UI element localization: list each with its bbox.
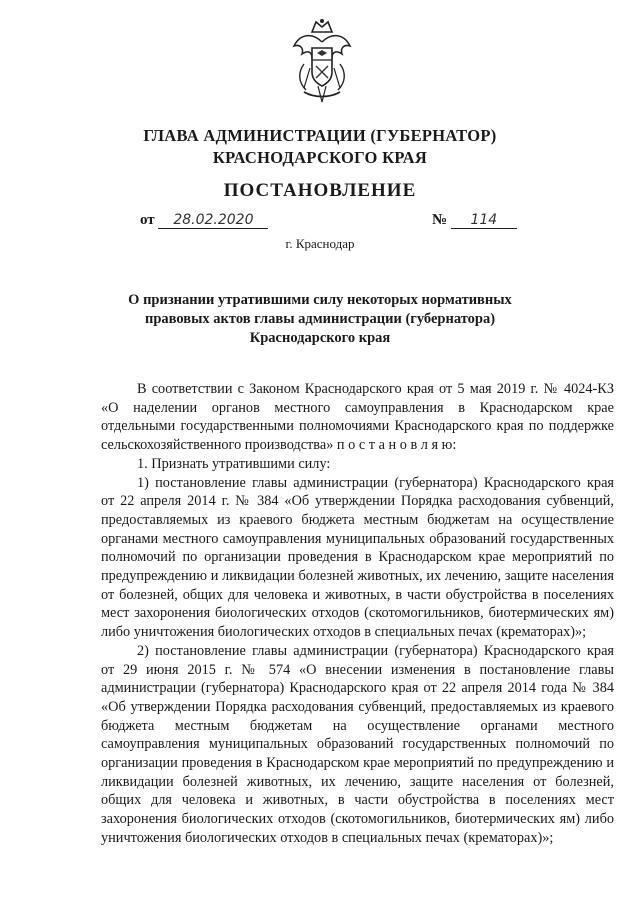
subclause-1-paragraph: 1) постановление главы администрации (губернатора) Краснодарского края от 22 апреля 2014 г. № 384 «Об утверждении Порядка расходования субвенций, предоставляемых из краевого бюджета местным бюджетам на осуществление органами местного самоуправления муниципальных образований государственных полномочий по организации проведения в Краснодарском крае мероприятий по предупреждению и ликвидации болезней животных, их лечению, защите населения от болезней, общих для человека и животных, в части обустройства в поселениях мест захоронения биологических отходов (скотомогильников, биотермических ям) либо уничтожения биологических отходов в специальных печах (крематорах)»; <box>101 474 614 641</box>
issuer-title-line2: КРАСНОДАРСКОГО КРАЯ <box>212 148 428 167</box>
document-body <box>101 380 614 848</box>
document-subject: О признании утратившими силу некоторых нормативных правовых актов главы администрации (губернатора) Краснодарского края <box>128 292 512 346</box>
place-of-issue: г. Краснодар <box>285 236 355 251</box>
handwritten-date: 28.02.2020 <box>158 213 268 229</box>
date-prefix: от <box>140 212 155 228</box>
preamble-paragraph: В соответствии с Законом Краснодарского края от 5 мая 2019 г. № 4024-КЗ «О наделении органов местного самоуправления в Краснодарском крае отдельными государственными полномочиями Краснодарского края по поддержке сельскохозяйственного производства» п о с т а н о в л я ю: <box>101 381 614 454</box>
krasnodar-coat-of-arms-icon <box>290 18 354 104</box>
handwritten-number: 114 <box>451 213 517 229</box>
number-prefix: № <box>432 212 448 228</box>
subclause-2-paragraph: 2) постановление главы администрации (губернатора) Краснодарского края от 29 июня 2015 г. № 574 «О внесении изменения в постановление главы администрации (губернатора) Краснодарского края от 22 апреля 2014 года № 384 «Об утверждении Порядка расходования субвенций, предоставляемых из краевого бюджета местным бюджетам на осуществление органами местного самоуправления муниципальных образований государственных полномочий по организации проведения в Краснодарском крае мероприятий по предупреждению и ликвидации болезней животных, их лечению, защите населения от болезней, общих для человека и животных, в части обустройства в поселениях мест захоронения биологических отходов (скотомогильников, биотермических ям) либо уничтожения биологических отходов в специальных печах (крематорах)»; <box>101 642 614 846</box>
clause-1-paragraph: 1. Признать утратившими силу: <box>137 455 331 472</box>
document-type-title: ПОСТАНОВЛЕНИЕ <box>223 180 417 201</box>
date-field <box>140 212 268 229</box>
number-field <box>432 212 517 229</box>
issuer-title-line1: ГЛАВА АДМИНИСТРАЦИИ (ГУБЕРНАТОР) <box>143 126 497 145</box>
